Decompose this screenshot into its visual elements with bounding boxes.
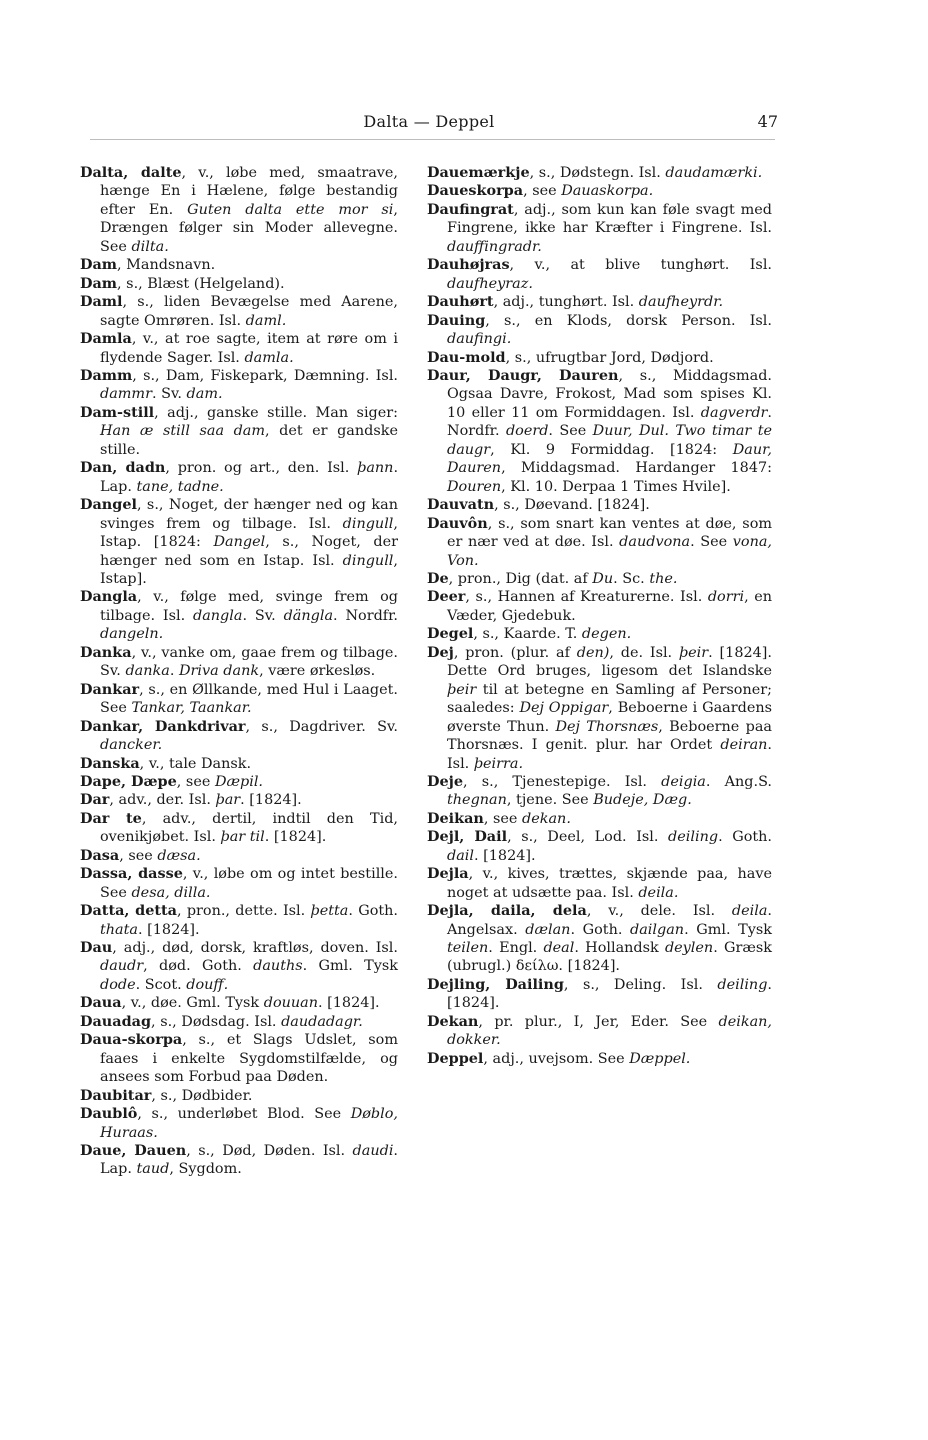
entry-text: , adv., der. Isl. bbox=[109, 792, 216, 809]
entry-text: , Sygdom. bbox=[169, 1161, 242, 1178]
italic-term: dode bbox=[100, 976, 136, 993]
entry-text: . bbox=[169, 663, 179, 680]
entry-text: , see bbox=[119, 847, 158, 864]
headword: Dam bbox=[80, 256, 118, 274]
dictionary-entry bbox=[427, 810, 772, 828]
entry-text: . Græsk (ubrugl.) δείλω. [1824]. bbox=[447, 940, 772, 975]
entry-text: , det er gandske stille. bbox=[100, 423, 398, 458]
entry-text: . Gml. Tysk bbox=[684, 921, 772, 938]
italic-term: deila bbox=[731, 903, 768, 920]
dictionary-entry bbox=[80, 367, 398, 404]
running-header bbox=[80, 112, 778, 138]
entry-text: , see bbox=[176, 773, 215, 790]
italic-term: dam. bbox=[186, 386, 223, 403]
italic-term: Han æ still saa dam bbox=[100, 423, 266, 440]
dictionary-entry bbox=[80, 939, 398, 994]
dictionary-entry bbox=[80, 773, 398, 791]
headword: Dekan bbox=[427, 1012, 479, 1030]
entry-text: , v., tale Dansk. bbox=[139, 755, 252, 772]
dictionary-entry bbox=[80, 644, 398, 681]
headword: Dejl, Dail bbox=[427, 828, 508, 846]
entry-text: , tjene. See bbox=[506, 792, 594, 809]
italic-term: deigia bbox=[661, 773, 706, 790]
italic-term: den) bbox=[576, 644, 610, 661]
dictionary-entry bbox=[80, 902, 398, 939]
headword: Deer bbox=[427, 588, 466, 606]
dictionary-entry bbox=[427, 1050, 772, 1068]
dictionary-entry bbox=[80, 994, 398, 1012]
entry-text: , pron. (plur. af bbox=[453, 644, 577, 661]
entry-text: , s., Dagdriver. Sv. bbox=[245, 718, 398, 735]
headword: Dej bbox=[427, 643, 454, 661]
headword: Dau bbox=[80, 939, 113, 957]
italic-term: Driva dank bbox=[178, 663, 260, 680]
entry-text: , v., at roe sagte, item at røre om i flydende Sager. Isl. bbox=[100, 331, 398, 366]
headword: Dangel bbox=[80, 496, 137, 514]
italic-term: dailgan bbox=[630, 921, 685, 938]
dictionary-entry bbox=[80, 1031, 398, 1086]
entry-text: , s., Døevand. [1824]. bbox=[494, 497, 650, 514]
italic-term: Douren bbox=[447, 478, 502, 495]
headword: Dam-still bbox=[80, 403, 155, 421]
entry-text: . Scot. bbox=[135, 976, 187, 993]
entry-text: . [1824]. bbox=[318, 995, 380, 1012]
italic-term: dangeln. bbox=[100, 626, 164, 643]
header-title: Dalta — Deppel bbox=[363, 112, 495, 131]
dictionary-entry bbox=[427, 182, 772, 200]
italic-term: dauffingradr. bbox=[447, 238, 542, 255]
italic-term: þar bbox=[215, 792, 241, 809]
dictionary-entry bbox=[80, 718, 398, 755]
italic-term: deylen bbox=[664, 940, 714, 957]
italic-term: Budeje, Dæg. bbox=[593, 792, 692, 809]
italic-term: daufheyraz. bbox=[447, 275, 533, 292]
entry-text: , s., Tjenestepige. Isl. bbox=[463, 773, 662, 790]
entry-text: , v., følge med, svinge frem og tilbage. Isl. bbox=[100, 589, 398, 624]
dictionary-entry bbox=[427, 293, 772, 311]
dictionary-entry bbox=[80, 164, 398, 256]
entry-text: . Isl. bbox=[447, 737, 772, 772]
headword: Dasa bbox=[80, 846, 120, 864]
entry-text: , en Væder, Gjedebuk. bbox=[447, 589, 772, 624]
entry-text: . [1824]. Dette Ord bruges, ligesom det Islandske bbox=[447, 644, 772, 680]
headword: Damm bbox=[80, 366, 133, 384]
headword: Daubitar bbox=[80, 1086, 152, 1104]
italic-term: daudamærki. bbox=[665, 165, 763, 181]
dictionary-entry bbox=[80, 865, 398, 902]
entry-text: , s., Deel, Lod. Isl. bbox=[507, 829, 669, 846]
dictionary-entry bbox=[427, 515, 772, 570]
headword: Dejling, Dailing bbox=[427, 975, 564, 993]
entry-text: , s., Dam, Fiskepark, Dæmning. Isl. bbox=[132, 367, 398, 384]
italic-term: degen. bbox=[581, 626, 632, 643]
italic-term: daudvona bbox=[619, 534, 691, 551]
entry-text: , Drængen følger sin Moder allevegne. See bbox=[100, 201, 398, 255]
dictionary-entry bbox=[427, 828, 772, 865]
headword: Daue, Dauen bbox=[80, 1142, 187, 1160]
entry-text: . Lap. bbox=[100, 1143, 398, 1178]
dictionary-entry bbox=[427, 164, 772, 182]
entry-text: , v., løbe med, smaatrave, hænge En i Hælene, følge bestandig efter En. bbox=[100, 165, 398, 218]
dictionary-entry bbox=[80, 791, 398, 809]
entry-text: , Middagsmad. Hardanger 1847: bbox=[501, 460, 772, 477]
entry-text: , see bbox=[523, 183, 562, 200]
italic-term: deal bbox=[543, 940, 575, 957]
italic-term: dekan. bbox=[522, 810, 571, 827]
header-rule bbox=[90, 139, 775, 140]
headword: Dalta, dalte bbox=[80, 164, 182, 181]
headword: Damla bbox=[80, 330, 132, 348]
dictionary-entry bbox=[80, 330, 398, 367]
italic-term: Dangel bbox=[213, 534, 266, 551]
dictionary-entry bbox=[80, 496, 398, 588]
headword: Daufingrat bbox=[427, 200, 514, 218]
italic-term: douuan bbox=[263, 995, 318, 1012]
entry-text: , adj., død, dorsk, kraftløs, doven. Isl. bbox=[112, 940, 398, 957]
dictionary-entry bbox=[427, 644, 772, 773]
entry-text: . Gml. Tysk bbox=[302, 958, 399, 975]
entry-text: , s., Dødsdag. Isl. bbox=[151, 1013, 282, 1030]
page-number: 47 bbox=[757, 112, 778, 131]
italic-term: Dæpil. bbox=[214, 773, 263, 790]
headword: Degel bbox=[427, 625, 474, 643]
entry-text: , de. Isl. bbox=[609, 644, 679, 661]
entry-text: . Goth. bbox=[570, 921, 631, 938]
italic-term: doerd bbox=[505, 423, 549, 440]
italic-term: danka bbox=[125, 663, 170, 680]
headword: Dan, dadn bbox=[80, 459, 166, 477]
italic-term: deiran bbox=[720, 737, 768, 754]
headword: Deikan bbox=[427, 809, 484, 827]
dictionary-entry bbox=[80, 1087, 398, 1105]
headword: Daur, Daugr, Dauren bbox=[427, 366, 619, 384]
headword: Dam bbox=[80, 274, 118, 292]
entry-text: , s., Middagsmad. Ogsaa Davre, Frokost, Mad som spises Kl. 10 eller 11 om Formiddagen. Isl. bbox=[447, 367, 772, 421]
entry-text: , s., Dødbider. bbox=[151, 1087, 253, 1104]
entry-text: , Beboerne i Gaardens øverste Thun. bbox=[447, 700, 773, 735]
entry-text: . [1824]. bbox=[240, 792, 302, 809]
italic-term: daufingi. bbox=[447, 331, 512, 348]
headword: Dankar, Dankdrivar bbox=[80, 717, 246, 735]
dictionary-entry bbox=[427, 976, 772, 1013]
headword: De bbox=[427, 569, 449, 587]
headword: Daua bbox=[80, 994, 122, 1012]
entry-text: , Mandsnavn. bbox=[117, 257, 216, 274]
entry-text: . [1824]. bbox=[264, 829, 327, 846]
headword: Datta, detta bbox=[80, 902, 177, 920]
right-column bbox=[427, 164, 772, 1068]
entry-text: , adj., tunghørt. Isl. bbox=[493, 294, 639, 311]
entry-text: . Lap. bbox=[100, 460, 399, 495]
headword: Daua-skorpa bbox=[80, 1031, 183, 1049]
headword: Dauhørt bbox=[427, 293, 494, 311]
italic-term: daudadagr. bbox=[281, 1013, 363, 1030]
dictionary-entry bbox=[80, 459, 398, 496]
italic-term: þeirra. bbox=[473, 755, 524, 772]
italic-term: Døblo, Huraas. bbox=[100, 1106, 398, 1141]
entry-text: . Engl. bbox=[488, 940, 544, 957]
italic-term: Duur, Dul. Two timar te daugr bbox=[447, 423, 772, 458]
italic-term: dilta. bbox=[131, 238, 169, 255]
italic-term: þeir bbox=[447, 681, 477, 698]
entry-text: , s., en Klods, dorsk Person. Isl. bbox=[485, 312, 772, 329]
dictionary-entry bbox=[427, 1013, 772, 1050]
italic-term: daml. bbox=[245, 312, 287, 329]
entry-text: , s., underløbet Blod. See bbox=[137, 1106, 351, 1123]
entry-text: . Sv. bbox=[242, 607, 284, 624]
entry-text: , s., Noget, der hænger ned og kan svinges frem og tilbage. Isl. bbox=[100, 497, 398, 532]
headword: Dar bbox=[80, 791, 110, 809]
dictionary-entry bbox=[80, 847, 398, 865]
dictionary-entry bbox=[80, 681, 398, 718]
entry-text: , s., Dødstegn. Isl. bbox=[529, 165, 666, 181]
entry-text: . See bbox=[548, 423, 593, 440]
entry-text: . [1824]. bbox=[138, 921, 200, 938]
dictionary-entry bbox=[427, 625, 772, 643]
entry-text: , pron., Dig (dat. af bbox=[448, 570, 593, 587]
entry-text: . [1824]. bbox=[474, 847, 536, 864]
headword: Deje bbox=[427, 772, 463, 790]
entry-text: , v., dele. Isl. bbox=[586, 903, 732, 920]
entry-text: , adj., ganske stille. Man siger: bbox=[154, 404, 398, 421]
entry-text: , Kl. 10. Derpaa 1 Times Hvile]. bbox=[501, 478, 731, 495]
italic-term: teilen bbox=[447, 940, 489, 957]
entry-text: . Nordfr. bbox=[333, 607, 398, 624]
headword: Dassa, dasse bbox=[80, 865, 183, 883]
entry-text: , adj., som kun kan føle svagt med Fingrene, ikke har Kræfter i Fingrene. Isl. bbox=[447, 201, 772, 237]
dictionary-entry bbox=[427, 312, 772, 349]
dictionary-entry bbox=[427, 902, 772, 976]
entry-text: , være ørkesløs. bbox=[259, 663, 376, 680]
dictionary-entry bbox=[427, 773, 772, 810]
dictionary-entry bbox=[80, 588, 398, 643]
dictionary-entry bbox=[427, 865, 772, 902]
italic-term: þar til bbox=[220, 829, 265, 846]
italic-term: Du bbox=[592, 570, 614, 587]
entry-text: , Beboerne paa Thorsnæs. I genit. plur. har Ordet bbox=[447, 718, 772, 754]
italic-term: vona, Von. bbox=[447, 534, 772, 569]
headword: Deppel bbox=[427, 1049, 484, 1067]
entry-text: til at betegne en Samling af Personer; saaledes: bbox=[447, 681, 772, 717]
entry-text: , s., en Øllkande, med Hul i Laaget. See bbox=[100, 681, 398, 717]
dictionary-entry bbox=[80, 1105, 398, 1142]
italic-term: Daur, Dauren bbox=[447, 441, 772, 477]
entry-text: , s., Kaarde. T. bbox=[473, 626, 582, 643]
entry-text: . Hollandsk bbox=[574, 940, 665, 957]
headword: Dankar bbox=[80, 680, 140, 698]
headword: Danka bbox=[80, 643, 132, 661]
italic-term: dingull bbox=[342, 515, 394, 532]
headword: Dejla, daila, dela bbox=[427, 902, 587, 920]
italic-term: daudr bbox=[100, 958, 144, 975]
entry-text: , v., døe. Gml. Tysk bbox=[121, 995, 264, 1012]
italic-term: damla. bbox=[244, 349, 294, 366]
entry-text: , adj., uvejsom. See bbox=[483, 1050, 630, 1067]
headword: Dauadag bbox=[80, 1012, 152, 1030]
italic-term: deikan, dokker. bbox=[447, 1013, 772, 1049]
entry-text: , s., Hannen af Kreaturerne. Isl. bbox=[465, 589, 708, 606]
headword: Dar te bbox=[80, 809, 142, 827]
italic-term: dauths bbox=[253, 958, 303, 975]
entry-text: , s., Død, Døden. Isl. bbox=[186, 1143, 353, 1160]
dictionary-entry bbox=[427, 570, 772, 588]
dictionary-entry bbox=[80, 1142, 398, 1179]
left-column bbox=[80, 164, 398, 1179]
entry-text: , s., Deling. Isl. bbox=[563, 976, 718, 993]
dictionary-entry bbox=[427, 349, 772, 367]
entry-text: , s., Blæst (Helgeland). bbox=[117, 275, 285, 292]
entry-text: , pron. og art., den. Isl. bbox=[165, 460, 358, 477]
headword: Dauing bbox=[427, 311, 486, 329]
entry-text: . See bbox=[690, 534, 733, 551]
italic-term: daudi bbox=[352, 1143, 394, 1160]
entry-text: . Sc. bbox=[613, 570, 650, 587]
headword: Daml bbox=[80, 293, 123, 311]
italic-term: deiling bbox=[717, 976, 768, 993]
headword: Daublô bbox=[80, 1105, 138, 1123]
italic-term: tane, tadne. bbox=[136, 478, 224, 495]
italic-term: daufheyrdr. bbox=[638, 294, 724, 311]
italic-term: dingull bbox=[342, 552, 394, 569]
headword: Dauhøjras bbox=[427, 256, 510, 274]
entry-text: , Istap]. bbox=[100, 552, 398, 587]
dictionary-entry bbox=[80, 810, 398, 847]
italic-term: deiling bbox=[668, 829, 719, 846]
entry-text: , s., liden Bevægelse med Aarene, sagte Omrøren. Isl. bbox=[100, 294, 398, 329]
headword: Dejla bbox=[427, 865, 469, 883]
headword: Dauemærkje bbox=[427, 164, 530, 181]
dictionary-entry bbox=[427, 256, 772, 293]
entry-text: , pron., dette. Isl. bbox=[176, 903, 311, 920]
italic-term: dail bbox=[447, 847, 474, 864]
headword: Dangla bbox=[80, 588, 138, 606]
italic-term: dancker. bbox=[100, 737, 163, 754]
italic-term: Dej Thorsnæs bbox=[555, 718, 659, 735]
headword: Dauvôn bbox=[427, 514, 488, 532]
entry-text: . [1824]. bbox=[447, 976, 772, 1012]
italic-term: douff. bbox=[186, 976, 229, 993]
dictionary-entry bbox=[80, 275, 398, 293]
entry-text: , pr. plur., I, Jer, Eder. See bbox=[478, 1013, 719, 1030]
italic-term: dagverdr bbox=[700, 404, 768, 421]
entry-text: . Goth. bbox=[348, 903, 398, 920]
dictionary-entry bbox=[427, 496, 772, 514]
entry-text: , s., ufrugtbar Jord, Dødjord. bbox=[505, 349, 714, 366]
headword: Daueskorpa bbox=[427, 182, 524, 200]
dictionary-entry bbox=[80, 293, 398, 330]
entry-text: . Goth. bbox=[718, 829, 772, 846]
entry-text: . Sv. bbox=[151, 386, 187, 403]
dictionary-entry bbox=[80, 256, 398, 274]
dictionary-entry bbox=[80, 404, 398, 459]
headword: Danska bbox=[80, 754, 140, 772]
entry-text: , v., kives, trættes, skjænde paa, have noget at udsætte paa. Isl. bbox=[447, 866, 772, 901]
italic-term: deila. bbox=[638, 884, 679, 901]
italic-term: þann bbox=[357, 460, 394, 477]
italic-term: dælan bbox=[525, 921, 571, 938]
italic-term: dangla bbox=[193, 607, 243, 624]
headword: Dauvatn bbox=[427, 496, 495, 514]
italic-term: dæsa. bbox=[157, 847, 201, 864]
italic-term: Tankar, Taankar. bbox=[131, 700, 252, 717]
entry-text: , s., Noget, der hænger ned som en Istap. Isl. bbox=[100, 534, 399, 569]
entry-text: , v., vanke om, gaae frem og tilbage. Sv. bbox=[100, 644, 398, 680]
entry-text: , s., som snart kan ventes at døe, som er nær ved at døe. Isl. bbox=[447, 515, 772, 551]
entry-text: . Ang.S. bbox=[705, 773, 772, 790]
italic-term: dängla bbox=[283, 607, 334, 624]
italic-term: dorri bbox=[707, 589, 745, 606]
entry-text: , v., at blive tunghørt. Isl. bbox=[509, 257, 772, 274]
headword: Dape, Dæpe bbox=[80, 772, 177, 790]
italic-term: Dæppel. bbox=[629, 1050, 691, 1067]
dictionary-entry bbox=[427, 201, 772, 256]
italic-term: the. bbox=[649, 570, 678, 587]
italic-term: Dej Oppigar bbox=[519, 700, 609, 717]
entry-text: , v., løbe om og intet bestille. See bbox=[100, 866, 398, 901]
entry-text: , Kl. 9 Formiddag. [1824: bbox=[490, 441, 733, 458]
italic-term: thegnan bbox=[447, 792, 507, 809]
italic-term: thata bbox=[100, 921, 138, 938]
italic-term: Dauaskorpa. bbox=[561, 183, 654, 200]
dictionary-entry bbox=[427, 367, 772, 496]
italic-term: taud bbox=[136, 1161, 170, 1178]
entry-text: , adv., dertil, indtil den Tid, ovenikjøbet. Isl. bbox=[100, 810, 398, 846]
entry-text: , see bbox=[483, 810, 523, 827]
entry-text: . Nordfr. bbox=[447, 404, 772, 440]
dictionary-entry bbox=[80, 755, 398, 773]
entry-text: , s., et Slags Udslet, som faaes i enkelte Sygdomstilfælde, og ansees som Forbud paa Døden. bbox=[100, 1032, 398, 1086]
entry-text: , Istap. [1824: bbox=[100, 515, 398, 551]
entry-text: , død. Goth. bbox=[143, 958, 254, 975]
italic-term: Guten dalta ette mor si bbox=[187, 201, 394, 218]
italic-term: dammr bbox=[100, 386, 152, 403]
italic-term: desa, dilla. bbox=[131, 884, 211, 901]
italic-term: þetta bbox=[310, 903, 349, 920]
entry-text: . Angelsax. bbox=[447, 903, 772, 938]
dictionary-entry bbox=[80, 1013, 398, 1031]
headword: Dau-mold bbox=[427, 348, 506, 366]
italic-term: þeir bbox=[678, 644, 709, 661]
dictionary-entry bbox=[427, 588, 772, 625]
